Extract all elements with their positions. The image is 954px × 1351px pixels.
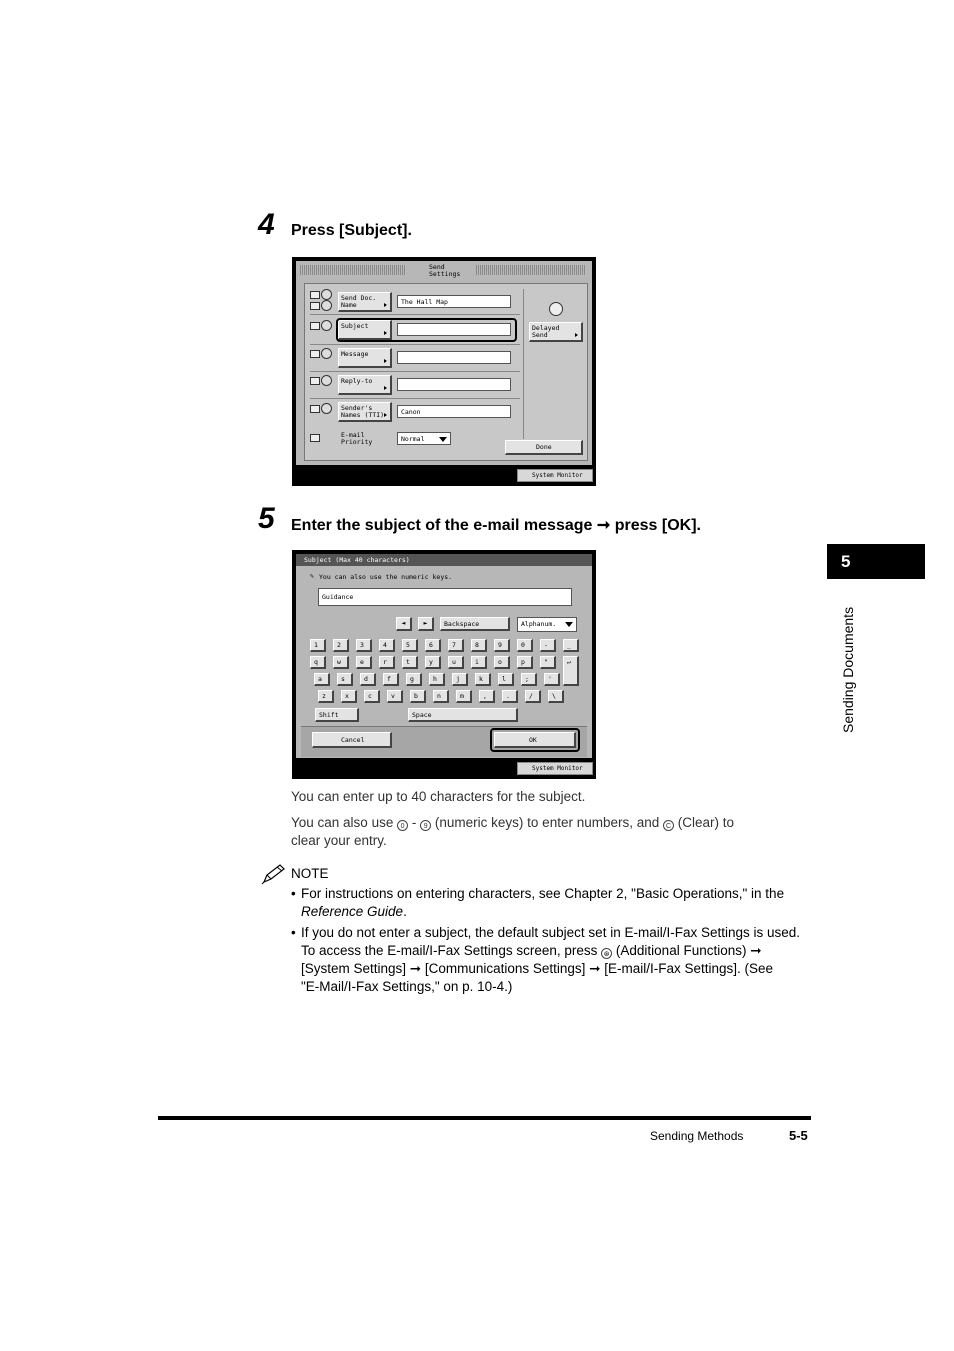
key-1-9[interactable]: 9 — [494, 639, 510, 652]
key-2-8[interactable]: i — [471, 656, 487, 669]
cursor-right-button[interactable]: ► — [418, 617, 434, 631]
additional-functions-icon: ⊛ — [601, 948, 612, 959]
fax-icon — [310, 322, 320, 330]
key-3-4[interactable]: f — [383, 673, 399, 686]
key-4-10[interactable]: / — [525, 690, 541, 703]
key-3-1[interactable]: a — [314, 673, 330, 686]
fax-icon — [310, 405, 320, 413]
para-numeric-keys — [291, 814, 734, 832]
email-priority-value: Normal — [401, 435, 425, 443]
arrow-right-icon — [384, 303, 387, 307]
entry-hint: You can also use the numeric keys. — [319, 573, 453, 581]
chapter-number: 5 — [841, 552, 851, 571]
arrow-right-icon — [384, 386, 387, 390]
clear-key-icon: C — [663, 820, 674, 831]
key-2-1[interactable]: q — [310, 656, 326, 669]
chevron-down-icon — [565, 622, 573, 627]
key-4-3[interactable]: c — [364, 690, 380, 703]
key-2-5[interactable]: t — [402, 656, 418, 669]
pencil-icon — [261, 863, 287, 885]
system-monitor-button[interactable] — [517, 762, 593, 775]
fax-icon — [310, 291, 320, 299]
para2-c: (Clear) to — [677, 815, 735, 830]
clock-icon — [549, 302, 563, 316]
key-2-4[interactable]: r — [379, 656, 395, 669]
note-bullet: • — [291, 886, 296, 901]
message-button[interactable] — [338, 348, 392, 368]
reply-to-button[interactable] — [338, 375, 392, 395]
cancel-button[interactable]: Cancel — [312, 732, 392, 748]
key-3-8[interactable]: k — [475, 673, 491, 686]
input-mode-value: Alphanum. — [521, 620, 557, 628]
header-pattern-left — [300, 265, 406, 275]
key-1-4[interactable]: 4 — [379, 639, 395, 652]
note-bullet: • — [291, 925, 296, 940]
para2-a: You can also use — [291, 815, 394, 830]
note-item2-l4: "E-Mail/I-Fax Settings," on p. 10-4.) — [301, 979, 513, 994]
divider — [310, 314, 520, 315]
info-icon: ✎ — [310, 572, 314, 580]
divider — [310, 344, 520, 345]
ok-highlight — [490, 728, 580, 752]
arrow-right-icon — [384, 413, 387, 417]
message-label: Message — [341, 350, 369, 358]
senders-names-label: Sender's Names (TTI) — [341, 404, 385, 419]
arrow-right-icon — [575, 333, 578, 337]
email-icon — [321, 375, 332, 386]
footer-rule — [158, 1116, 811, 1120]
note-item2-l2b: (Additional Functions) ➞ — [615, 943, 762, 958]
backspace-button[interactable]: Backspace — [440, 617, 510, 631]
footer-section: Sending Methods — [650, 1129, 744, 1143]
email-icon — [321, 289, 332, 300]
para2-d: clear your entry. — [291, 833, 387, 848]
system-monitor-label: System Monitor — [532, 765, 583, 772]
delayed-send-button[interactable] — [529, 322, 583, 342]
email-priority-label: E-mail Priority — [341, 431, 373, 446]
key-9-icon: 9 — [420, 820, 431, 831]
key-3-2[interactable]: s — [337, 673, 353, 686]
key-1-6[interactable]: 6 — [425, 639, 441, 652]
note-item1-a: For instructions on entering characters, see Chapter 2, "Basic Operations," in the — [301, 886, 785, 901]
done-label: Done — [536, 443, 552, 451]
key-3-10[interactable]: ; — [521, 673, 537, 686]
key-4-11[interactable]: \ — [548, 690, 564, 703]
done-button[interactable] — [505, 440, 583, 455]
note-heading: NOTE — [291, 866, 329, 881]
fax-icon — [310, 350, 320, 358]
key-1-2[interactable]: 2 — [333, 639, 349, 652]
system-monitor-button[interactable] — [517, 469, 593, 482]
key-1-12[interactable]: _ — [563, 639, 579, 652]
email-icon — [310, 434, 320, 442]
key-2-9[interactable]: o — [494, 656, 510, 669]
note-item2-l2a: To access the E-mail/I-Fax Settings screen, press — [301, 943, 598, 958]
step-5-text: Enter the subject of the e-mail message ➞ press [OK]. — [291, 517, 701, 534]
message-field[interactable] — [397, 351, 511, 364]
send-doc-name-label: Send Doc. Name — [341, 294, 377, 309]
para2-dash: - — [411, 815, 417, 830]
key-1-11[interactable]: - — [540, 639, 556, 652]
email-icon — [321, 348, 332, 359]
fax-icon — [310, 377, 320, 385]
para2-b: (numeric keys) to enter numbers, and — [434, 815, 660, 830]
settings-panel — [304, 283, 588, 461]
subject-entry-screen — [292, 550, 596, 779]
email-icon — [321, 320, 332, 331]
system-monitor-label: System Monitor — [532, 472, 583, 479]
arrow-right-icon — [384, 359, 387, 363]
key-2-6[interactable]: y — [425, 656, 441, 669]
key-3-3[interactable]: d — [360, 673, 376, 686]
note-item-1 — [301, 885, 821, 921]
chapter-title-vertical: Sending Documents — [840, 606, 856, 733]
key-2-3[interactable]: e — [356, 656, 372, 669]
note-item2-l3: [System Settings] ➞ [Communications Settings] ➞ [E-mail/I-Fax Settings]. (See — [301, 961, 774, 976]
key-4-1[interactable]: z — [318, 690, 334, 703]
key-2-11[interactable]: " — [540, 656, 556, 669]
step-5-number: 5 — [258, 502, 275, 535]
key-1-7[interactable]: 7 — [448, 639, 464, 652]
email-icon — [321, 403, 332, 414]
subject-highlight — [336, 318, 517, 342]
header-pattern-right — [476, 265, 586, 275]
page-number: 5-5 — [789, 1128, 808, 1143]
key-4-9[interactable]: . — [502, 690, 518, 703]
key-4-8[interactable]: , — [479, 690, 495, 703]
email-priority-select[interactable] — [397, 432, 451, 445]
para-max-chars: You can enter up to 40 characters for the subject. — [291, 789, 586, 804]
ifax-icon — [310, 302, 320, 310]
subject-label: Subject — [341, 322, 369, 330]
key-1-8[interactable]: 8 — [471, 639, 487, 652]
reply-to-field[interactable] — [397, 378, 511, 391]
column-divider — [523, 289, 524, 439]
key-4-5[interactable]: b — [410, 690, 426, 703]
key-1-3[interactable]: 3 — [356, 639, 372, 652]
key-4-6[interactable]: n — [433, 690, 449, 703]
subject-input[interactable]: Guidance — [318, 588, 572, 606]
key-1-1[interactable]: 1 — [310, 639, 326, 652]
key-3-9[interactable]: l — [498, 673, 514, 686]
key-3-5[interactable]: g — [406, 673, 422, 686]
divider — [310, 371, 520, 372]
key-2-10[interactable]: p — [517, 656, 533, 669]
reply-to-label: Reply-to — [341, 377, 373, 385]
screen-title: Send Settings — [429, 263, 461, 278]
space-key[interactable]: Space — [408, 708, 518, 722]
key-4-2[interactable]: x — [341, 690, 357, 703]
send-doc-name-field[interactable]: The Hall Map — [397, 295, 511, 308]
key-3-11[interactable]: ' — [544, 673, 560, 686]
note-item2-l1: If you do not enter a subject, the default subject set in E-mail/I-Fax Settings is used. — [301, 925, 801, 940]
cursor-left-button[interactable]: ◄ — [396, 617, 412, 631]
note-item1-b: Reference Guide — [301, 904, 404, 919]
step-4-text: Press [Subject]. — [291, 222, 412, 239]
key-4-7[interactable]: m — [456, 690, 472, 703]
folder-icon — [321, 300, 332, 311]
senders-names-field[interactable]: Canon — [397, 405, 511, 418]
delayed-send-label: Delayed Send — [532, 324, 560, 339]
key-0-icon: 0 — [397, 820, 408, 831]
entry-title: Subject (Max 40 characters) — [296, 554, 592, 566]
note-item-2 — [301, 924, 821, 996]
chapter-tab — [827, 544, 925, 579]
step-4-number: 4 — [258, 208, 275, 241]
key-1-10[interactable]: 0 — [517, 639, 533, 652]
shift-key[interactable]: Shift — [315, 708, 359, 722]
key-2-2[interactable]: w — [333, 656, 349, 669]
key-3-6[interactable]: h — [429, 673, 445, 686]
key-3-7[interactable]: j — [452, 673, 468, 686]
divider — [310, 398, 520, 399]
key-1-5[interactable]: 5 — [402, 639, 418, 652]
chevron-down-icon — [439, 437, 447, 442]
key-4-4[interactable]: v — [387, 690, 403, 703]
note-item1-c: . — [403, 904, 407, 919]
key-2-7[interactable]: u — [448, 656, 464, 669]
ok-button[interactable]: OK — [494, 732, 576, 748]
key-2-12[interactable]: ↵ — [563, 656, 579, 686]
senders-names-button[interactable] — [338, 402, 392, 422]
send-doc-name-button[interactable] — [338, 292, 392, 312]
input-mode-select[interactable] — [517, 617, 577, 632]
send-settings-screen — [292, 257, 596, 486]
